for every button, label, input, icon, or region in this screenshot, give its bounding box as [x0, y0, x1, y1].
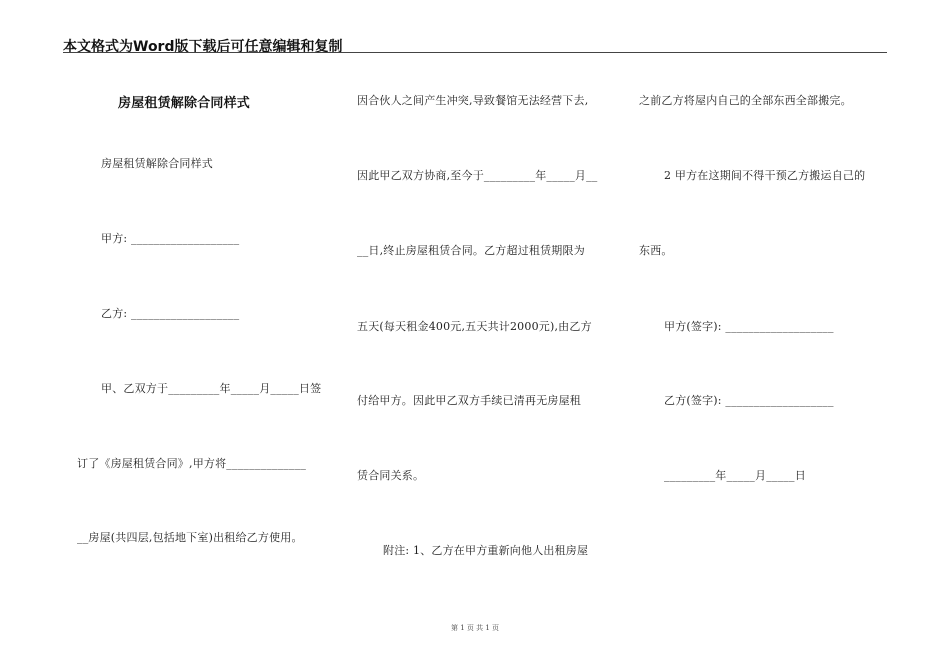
note-line: 附注: 1、乙方在甲方重新向他人出租房屋	[383, 544, 589, 557]
body-line-2: 因此甲乙双方协商,至今于_________年_____月__	[357, 169, 598, 182]
agreement-date-line: 甲、乙双方于_________年_____月_____日签	[101, 382, 322, 395]
party-a-line: 甲方: ___________________	[101, 232, 240, 245]
body-line-6: 赁合同关系。	[357, 469, 425, 482]
header-divider	[63, 52, 887, 53]
body-line-7: 之前乙方将屋内自己的全部东西全部搬完。	[639, 94, 852, 107]
document-header-banner: 本文格式为Word版下载后可任意编辑和复制	[63, 39, 343, 55]
page-number: 第 1 页 共 1 页	[450, 624, 500, 632]
party-b-line: 乙方: ___________________	[101, 307, 240, 320]
body-line-4: 五天(每天租金400元,五天共计2000元),由乙方	[357, 320, 592, 333]
body-line-8: 2 甲方在这期间不得干预乙方搬运自己的	[664, 169, 866, 182]
contract-line: 订了《房屋租赁合同》,甲方将______________	[77, 457, 307, 470]
body-line-1: 因合伙人之间产生冲突,导致餐馆无法经营下去,	[357, 94, 589, 107]
body-line-3: __日,终止房屋租赁合同。乙方超过租赁期限为	[357, 244, 585, 257]
signature-b-line: 乙方(签字): ___________________	[664, 394, 834, 407]
body-line-5: 付给甲方。因此甲乙双方手续已清再无房屋租	[357, 394, 581, 407]
subtitle-text: 房屋租赁解除合同样式	[101, 157, 213, 170]
signature-a-line: 甲方(签字): ___________________	[664, 320, 834, 333]
body-line-9: 东西。	[639, 244, 673, 257]
document-title: 房屋租赁解除合同样式	[118, 96, 251, 111]
house-line: __房屋(共四层,包括地下室)出租给乙方使用。	[77, 531, 303, 544]
signature-date-line: _________年_____月_____日	[664, 469, 806, 482]
